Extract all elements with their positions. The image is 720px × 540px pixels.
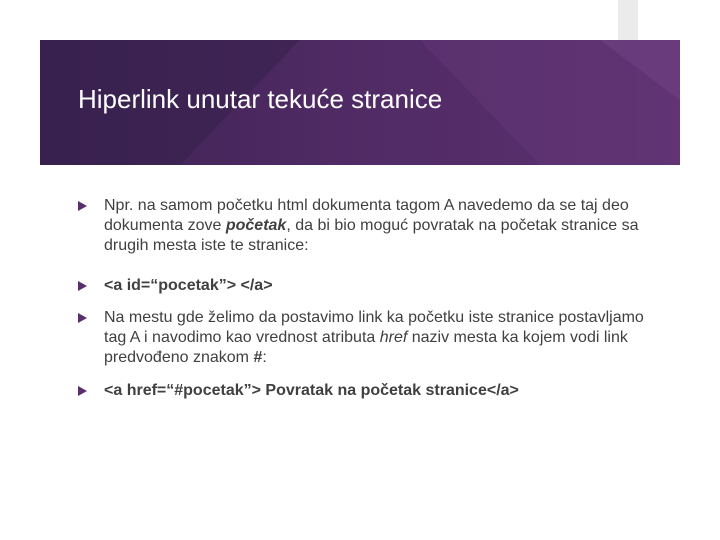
bullet-3-text-part: : xyxy=(262,349,267,366)
bullet-1-emphasis: početak xyxy=(225,217,287,234)
bullet-arrow-icon xyxy=(78,281,87,291)
bullet-3-text-part: Na mestu gde želimo da postavimo link ka početku iste stranice postavljamo tag A i navodimo kao vrednost atributa xyxy=(104,309,644,346)
bullet-1-text-part: , da bi bio moguć povratak na početak stranice sa drugih mesta iste te stranice: xyxy=(104,217,639,254)
bullet-1-text-part: Npr. na samom početku html dokumenta tagom A navedemo da se taj deo dokumenta zove xyxy=(104,197,629,234)
bullet-4-code: <a href=“#pocetak”> Povratak na početak stranice</a> xyxy=(104,382,519,399)
bullet-item-1 xyxy=(78,196,664,256)
bullet-item-4 xyxy=(78,381,664,401)
bullet-3-emphasis-href: href xyxy=(379,329,408,346)
bullet-arrow-icon xyxy=(78,313,87,323)
bullet-3-hash-symbol: # xyxy=(253,349,263,366)
bullet-arrow-icon xyxy=(78,386,87,396)
bullet-3-text-part: naziv mesta ka kojem vodi link predvođeno znakom xyxy=(104,329,628,366)
bullet-arrow-icon xyxy=(78,201,87,211)
bullet-1-text xyxy=(104,196,664,256)
bullet-item-3 xyxy=(78,308,664,368)
slide-title: Hiperlink unutar tekuće stranice xyxy=(78,84,443,114)
bullet-3-text xyxy=(104,308,664,368)
bullet-item-2 xyxy=(78,276,664,296)
bullet-2-code: <a id=“pocetak”> </a> xyxy=(104,277,273,294)
